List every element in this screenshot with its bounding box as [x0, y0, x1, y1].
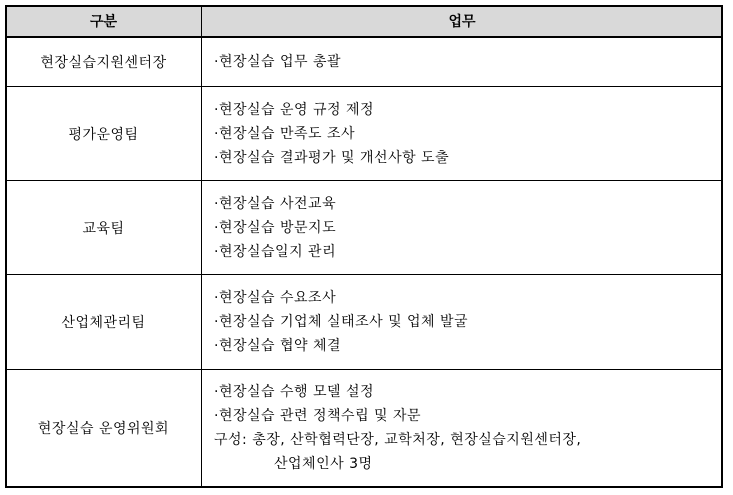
duty-item: ·현장실습 만족도 조사 — [214, 125, 356, 142]
duty-item: ·현장실습 기업체 실태조사 및 업체 발굴 — [214, 313, 469, 330]
dept-cell: 산업체관리팀 — [6, 275, 202, 369]
table-outer-border — [5, 5, 723, 488]
dept-cell: 현장실습지원센터장 — [6, 37, 202, 86]
duty-item: 산업체인사 3명 — [274, 456, 373, 473]
dept-cell: 현장실습 운영위원회 — [6, 369, 202, 487]
dept-cell: 교육팀 — [6, 181, 202, 275]
duty-item: ·현장실습 관련 정책수립 및 자문 — [214, 408, 422, 425]
header-category: 구분 — [6, 6, 202, 38]
duty-item: ·현장실습 협약 체결 — [214, 337, 342, 354]
duty-item: ·현장실습 사전교육 — [214, 195, 337, 212]
header-duty: 업무 — [202, 6, 723, 38]
duty-item: 구성: 총장, 산학협력단장, 교학처장, 현장실습지원센터장, — [214, 432, 582, 449]
duty-item: ·현장실습 결과평가 및 개선사항 도출 — [214, 149, 450, 166]
duty-item: ·현장실습일지 관리 — [214, 243, 337, 260]
duty-item: ·현장실습 수행 모델 설정 — [214, 384, 375, 401]
dept-cell: 평가운영팀 — [6, 87, 202, 181]
duty-item: ·현장실습 수요조사 — [214, 289, 337, 306]
duty-item: ·현장실습 운영 규정 제정 — [214, 101, 375, 118]
duty-item: ·현장실습 업무 총괄 — [214, 54, 342, 71]
duty-item: ·현장실습 방문지도 — [214, 219, 337, 236]
